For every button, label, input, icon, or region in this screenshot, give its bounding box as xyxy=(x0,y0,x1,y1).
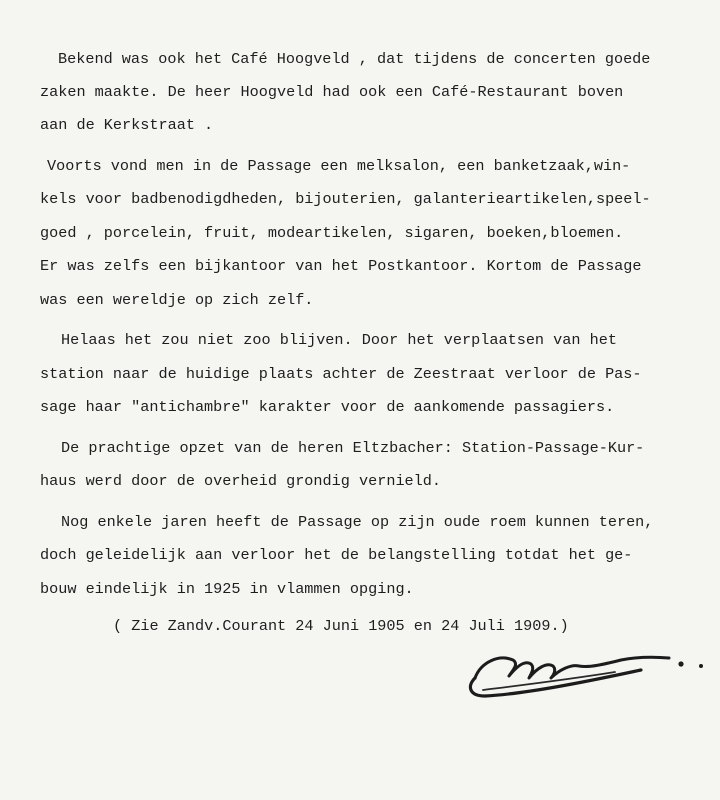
paragraph-3-line-2: station naar de huidige plaats achter de Zeestraat verloor de Pas- xyxy=(40,365,642,383)
paragraph-2-line-5: was een wereldje op zich zelf. xyxy=(40,291,314,309)
paragraph-5-line-1: Nog enkele jaren heeft de Passage op zijn oude roem kunnen teren, xyxy=(61,513,654,531)
paragraph-3-line-3: sage haar "antichambre" karakter voor de aankomende passagiers. xyxy=(40,398,615,416)
paragraph-1-line-3: aan de Kerkstraat . xyxy=(40,116,214,134)
citation: ( Zie Zandv.Courant 24 Juni 1905 en 24 Juli 1909.) xyxy=(113,617,569,635)
paragraph-2-line-1: Voorts vond men in de Passage een melksalon, een banketzaak,win- xyxy=(47,157,631,175)
handwritten-signature xyxy=(455,630,705,720)
paragraph-2-line-4: Er was zelfs een bijkantoor van het Postkantoor. Kortom de Passage xyxy=(40,257,642,275)
paragraph-5-line-3: bouw eindelijk in 1925 in vlammen opging. xyxy=(40,580,414,598)
paragraph-4-line-1: De prachtige opzet van de heren Eltzbacher: Station-Passage-Kur- xyxy=(61,439,645,457)
paragraph-1-line-1: Bekend was ook het Café Hoogveld , dat tijdens de concerten goede xyxy=(58,50,651,68)
paragraph-2-line-3: goed , porcelein, fruit, modeartikelen, sigaren, boeken,bloemen. xyxy=(40,224,624,242)
paragraph-5-line-2: doch geleidelijk aan verloor het de belangstelling totdat het ge- xyxy=(40,546,633,564)
paragraph-3-line-1: Helaas het zou niet zoo blijven. Door het verplaatsen van het xyxy=(61,331,617,349)
paragraph-4-line-2: haus werd door de overheid grondig vernield. xyxy=(40,472,442,490)
paragraph-1-line-2: zaken maakte. De heer Hoogveld had ook een Café-Restaurant boven xyxy=(40,83,624,101)
paragraph-2-line-2: kels voor badbenodigdheden, bijouterien, galanterieartikelen,speel- xyxy=(40,190,651,208)
